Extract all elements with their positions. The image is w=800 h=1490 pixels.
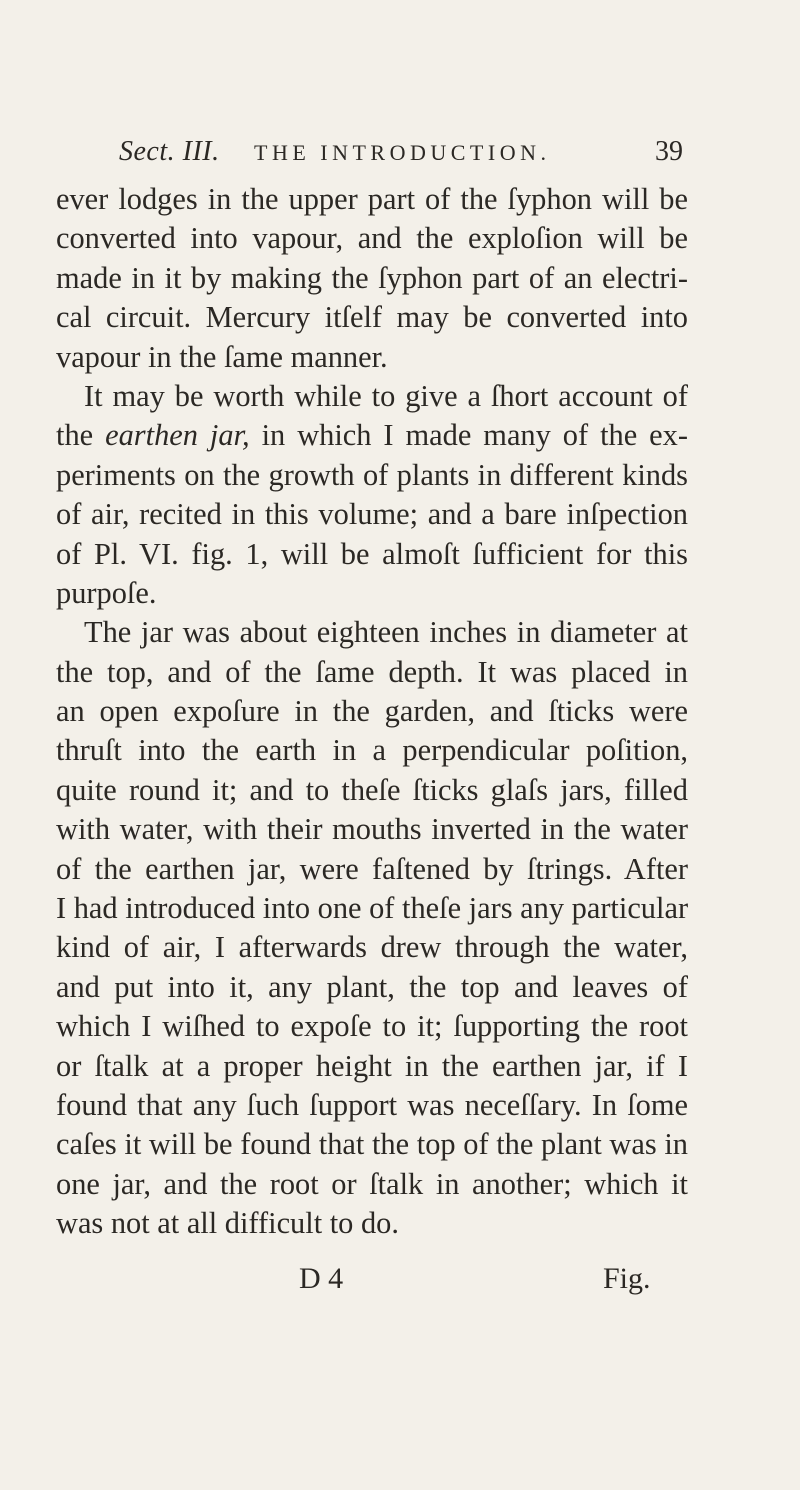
text-line: or ſtalk at a proper height in the earthen jar, if I — [56, 1048, 688, 1083]
text-line: was not at all difficult to do. — [56, 1206, 399, 1241]
running-title: THE INTRODUCTION. — [254, 140, 551, 165]
body-text — [56, 180, 688, 1244]
text-line: quite round it; and to theſe ſticks glaſs jars, filled — [56, 772, 688, 807]
text-line: kind of air, I afterwards drew through the water, — [56, 930, 688, 965]
text-line: of Pl. VI. fig. 1, will be almoſt ſufficient for this — [56, 536, 688, 571]
page-footer — [0, 1262, 800, 1302]
text-line: made in it by making the ſyphon part of an electri- — [56, 260, 688, 295]
text-line: and put into it, any plant, the top and leaves of — [56, 969, 688, 1004]
signature-mark: D 4 — [299, 1262, 344, 1295]
text-line: caſes it will be found that the top of the plant was in — [56, 1127, 688, 1162]
text-line: ever lodges in the upper part of the ſyphon will be — [56, 182, 688, 216]
text-line: It may be worth while to give a ſhort account of — [84, 378, 688, 413]
text-line: I had introduced into one of theſe jars any particular — [56, 891, 689, 926]
text-line: an open expoſure in the garden, and ſticks were — [56, 694, 688, 729]
text-line: cal circuit. Mercury itſelf may be converted into — [56, 300, 688, 335]
text-line: one jar, and the root or ſtalk in another; which it — [56, 1166, 688, 1201]
text-line: of the earthen jar, were faſtened by ſtrings. After — [56, 851, 688, 886]
text-line: the top, and of the ſame depth. It was placed in — [56, 654, 688, 689]
running-head — [119, 136, 683, 172]
section-label: Sect. III. — [119, 136, 220, 167]
text-line: thruſt into the earth in a perpendicular poſition, — [56, 733, 688, 768]
text-line: of air, recited in this volume; and a bare inſpection — [56, 497, 688, 532]
catchword: Fig. — [603, 1262, 651, 1295]
text-line: vapour in the ſame manner. — [56, 339, 388, 374]
text-line: the earthen jar, in which I made many of the ex- — [56, 418, 688, 453]
text-line: The jar was about eighteen inches in diameter at — [84, 615, 688, 650]
italic-phrase: earthen jar, — [105, 418, 250, 453]
text-line: with water, with their mouths inverted in the water — [56, 812, 688, 847]
text-line: periments on the growth of plants in different kinds — [56, 457, 688, 492]
text-line: purpoſe. — [56, 575, 157, 610]
text-line: converted into vapour, and the exploſion will be — [56, 221, 688, 256]
text-line: which I wiſhed to expoſe to it; ſupporting the root — [56, 1009, 688, 1044]
text-line: found that any ſuch ſupport was neceſſary. In ſome — [56, 1087, 688, 1122]
page-number: 39 — [655, 136, 683, 167]
